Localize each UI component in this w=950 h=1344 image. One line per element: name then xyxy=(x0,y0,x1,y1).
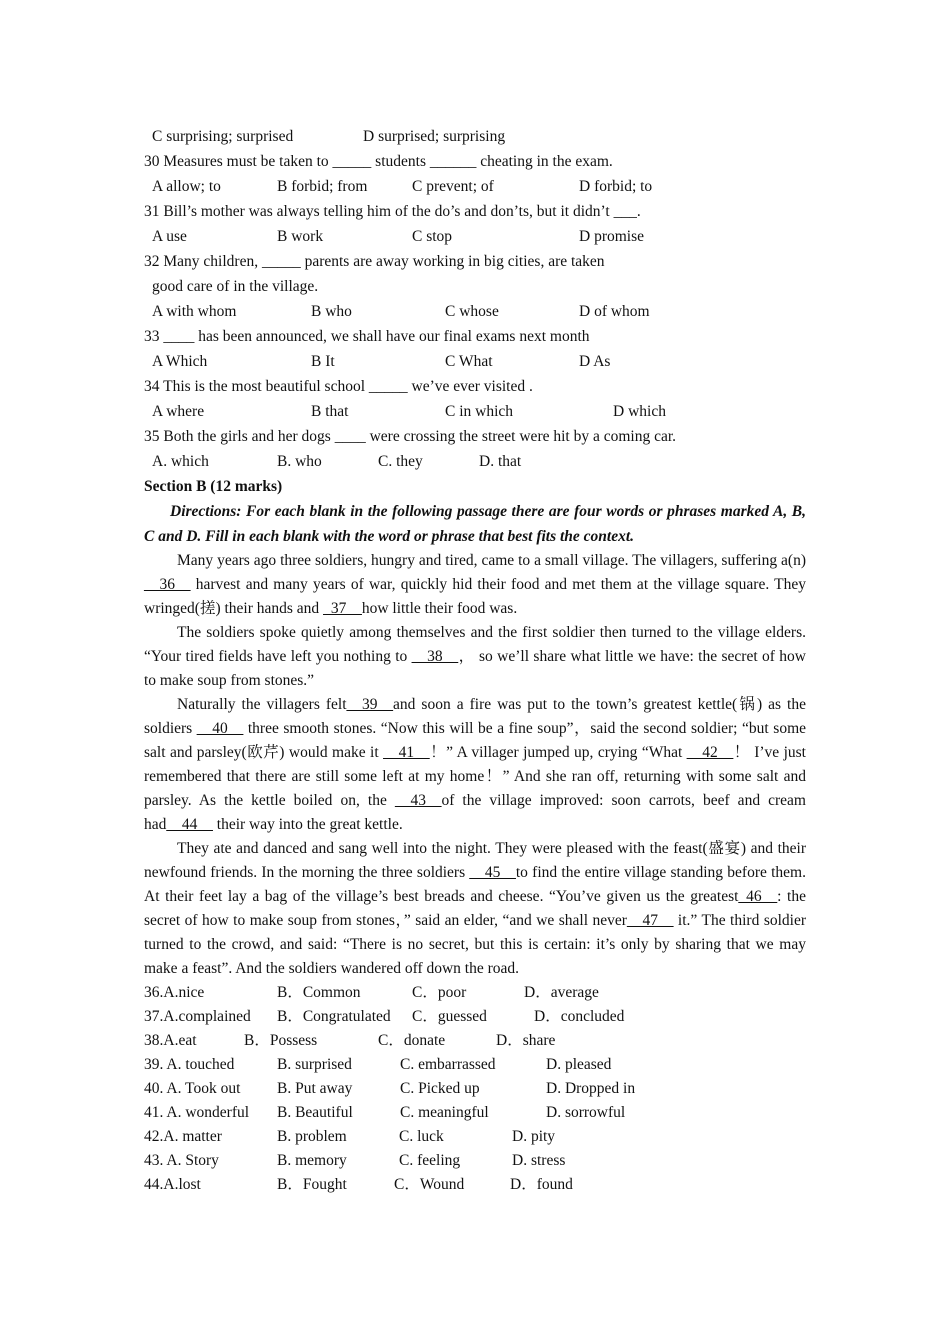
option-c: C. Picked up xyxy=(400,1080,480,1097)
option-c: C What xyxy=(445,353,493,370)
question-35-options xyxy=(144,449,806,474)
option-b: B forbid; from xyxy=(277,178,368,195)
option-b: B It xyxy=(311,353,335,370)
option-c: C. embarrassed xyxy=(400,1056,496,1073)
answer-42-options xyxy=(144,1125,806,1149)
answer-37-options xyxy=(144,1005,806,1029)
exam-page xyxy=(144,124,806,1197)
option-c: C. meaningful xyxy=(400,1104,489,1121)
answer-39-options xyxy=(144,1053,806,1077)
option-c: C. luck xyxy=(399,1128,444,1145)
option-c: C．Wound xyxy=(394,1176,465,1193)
section-b-title: Section B (12 marks) xyxy=(144,478,283,495)
option-d: D As xyxy=(579,353,611,370)
question-35-stem: 35 Both the girls and her dogs ____ were crossing the street were hit by a coming car. xyxy=(144,428,677,445)
answer-44-options xyxy=(144,1173,806,1197)
option-c: C．donate xyxy=(378,1032,446,1049)
option-a: 37.A.complained xyxy=(144,1008,251,1025)
option-c: C prevent; of xyxy=(412,178,494,195)
option-d: D．found xyxy=(510,1176,573,1193)
option-a: 40. A. Took out xyxy=(144,1080,241,1097)
question-32-stem: 32 Many children, _____ parents are away working in big cities, are taken xyxy=(144,253,605,270)
option-b: B that xyxy=(311,403,349,420)
option-c: C stop xyxy=(412,228,453,245)
option-c: C. they xyxy=(378,453,423,470)
option-b: B．Possess xyxy=(244,1032,318,1049)
option-b: B．Common xyxy=(277,984,361,1001)
option-b: B. Put away xyxy=(277,1080,353,1097)
option-b: B. Beautiful xyxy=(277,1104,353,1121)
q29-options xyxy=(144,124,806,149)
passage-paragraph-4: They ate and danced and sang well into the night. They were pleased with the feast(盛宴) and their newfound friends. In the morning the three soldiers __45__to find the entire village standing before them. At their feet lay a bag of the village’s best breads and cheese. “You’ve given us the greatest_46__: the secret of how to make soup from stones，” said an elder, “and we shall never__47__ it.” The third soldier turned to the crowd, and said: “There is no secret, but this is certain: it’s only by sharing that we may make a feast”. And the soldiers wandered off down the road. xyxy=(144,840,806,977)
option-c: C. feeling xyxy=(399,1152,461,1169)
option-d: D surprised; surprising xyxy=(363,128,506,145)
blank-43: __43__ xyxy=(394,792,442,809)
answer-43-options xyxy=(144,1149,806,1173)
question-32-options xyxy=(144,299,806,324)
question-33-options xyxy=(144,349,806,374)
option-a: 43. A. Story xyxy=(144,1152,219,1169)
question-30-stem: 30 Measures must be taken to _____ students ______ cheating in the exam. xyxy=(144,153,613,170)
option-a: A where xyxy=(152,403,205,420)
question-31-stem: 31 Bill’s mother was always telling him of the do’s and don’ts, but it didn’t ___. xyxy=(144,203,641,220)
question-32-stem-continued: good care of in the village. xyxy=(152,278,319,295)
option-d: D. pleased xyxy=(546,1056,612,1073)
option-b: B. surprised xyxy=(277,1056,352,1073)
passage-paragraph-2: The soldiers spoke quietly among themselves and the first soldier then turned to the village elders. “Your tired fields have left you nothing to __38__， so we’ll share what little we have: the secret of how to make soup from stones.” xyxy=(144,624,806,689)
answer-40-options xyxy=(144,1077,806,1101)
option-d: D．share xyxy=(496,1032,556,1049)
option-a: 44.A.lost xyxy=(144,1176,201,1193)
option-d: D which xyxy=(613,403,666,420)
blank-39: __39__ xyxy=(346,696,394,713)
option-d: D．average xyxy=(524,984,599,1001)
option-a: A. which xyxy=(152,453,209,470)
option-b: B work xyxy=(277,228,324,245)
option-a: 38.A.eat xyxy=(144,1032,197,1049)
answer-38-options xyxy=(144,1029,806,1053)
blank-45: __45__ xyxy=(469,864,516,881)
option-b: B. who xyxy=(277,453,322,470)
option-c: C．poor xyxy=(412,984,467,1001)
blank-38: __38__ xyxy=(411,648,459,665)
option-d: D. sorrowful xyxy=(546,1104,626,1121)
option-d: D．concluded xyxy=(534,1008,625,1025)
option-a: A use xyxy=(152,228,187,245)
blank-46: _46__ xyxy=(738,888,778,905)
option-a: 39. A. touched xyxy=(144,1056,235,1073)
option-a: A allow; to xyxy=(152,178,221,195)
blank-36: __36__ xyxy=(144,576,191,593)
option-d: D promise xyxy=(579,228,645,245)
question-34-stem: 34 This is the most beautiful school _____ we’ve ever visited . xyxy=(144,378,533,395)
option-b: B who xyxy=(311,303,352,320)
blank-40: __40__ xyxy=(196,720,244,737)
option-a: 42.A. matter xyxy=(144,1128,222,1145)
option-c: C surprising; surprised xyxy=(152,128,294,145)
question-30-options xyxy=(144,174,806,199)
blank-44: __44__ xyxy=(166,816,213,833)
option-d: D. Dropped in xyxy=(546,1080,636,1097)
option-d: D. pity xyxy=(512,1128,556,1145)
option-c: C in which xyxy=(445,403,514,420)
option-d: D. that xyxy=(479,453,522,470)
blank-42: __42__ xyxy=(686,744,734,761)
option-b: B．Congratulated xyxy=(277,1008,391,1025)
question-31-options xyxy=(144,224,806,249)
passage-paragraph-1: Many years ago three soldiers, hungry and tired, came to a small village. The villagers, suffering a(n) __36__ harvest and many years of war, quickly hid their food and met them at the village square. They wringed(搓) their hands and _37__how little their food was. xyxy=(144,552,806,617)
question-33-stem: 33 ____ has been announced, we shall have our final exams next month xyxy=(144,328,590,345)
answer-41-options xyxy=(144,1101,806,1125)
option-c: C whose xyxy=(445,303,499,320)
option-b: B. problem xyxy=(277,1128,347,1145)
option-d: D forbid; to xyxy=(579,178,653,195)
option-d: D of whom xyxy=(579,303,650,320)
passage-paragraph-3: Naturally the villagers felt__39__and soon a fire was put to the town’s greatest kettle(锅) as the soldiers __40__ three smooth stones. “Now this will be a fine soup”，said the second soldier; “but some salt and parsley(欧芹) would make it __41__！” A villager jumped up, crying “What __42__！ I’ve just remembered that there are still some left at my home！” And she ran off, returning with some salt and parsley. As the kettle boiled on, the __43__of the village improved: soon carrots, beef and cream had__44__ their way into the great kettle. xyxy=(144,696,807,833)
option-b: B．Fought xyxy=(277,1176,347,1193)
blank-37: _37__ xyxy=(323,600,362,617)
question-34-options xyxy=(144,399,806,424)
answer-36-options xyxy=(144,981,806,1005)
option-b: B. memory xyxy=(277,1152,347,1169)
option-a: A Which xyxy=(152,353,208,370)
section-b-directions: Directions: For each blank in the following passage there are four words or phrases marked A, B, C and D. Fill in each blank with the word or phrase that best fits the context. xyxy=(144,503,806,545)
option-d: D. stress xyxy=(512,1152,566,1169)
option-c: C．guessed xyxy=(412,1008,487,1025)
option-a: A with whom xyxy=(152,303,237,320)
option-a: 41. A. wonderful xyxy=(144,1104,250,1121)
blank-41: __41__ xyxy=(383,744,430,761)
blank-47: __47__ xyxy=(626,912,674,929)
option-a: 36.A.nice xyxy=(144,984,205,1001)
